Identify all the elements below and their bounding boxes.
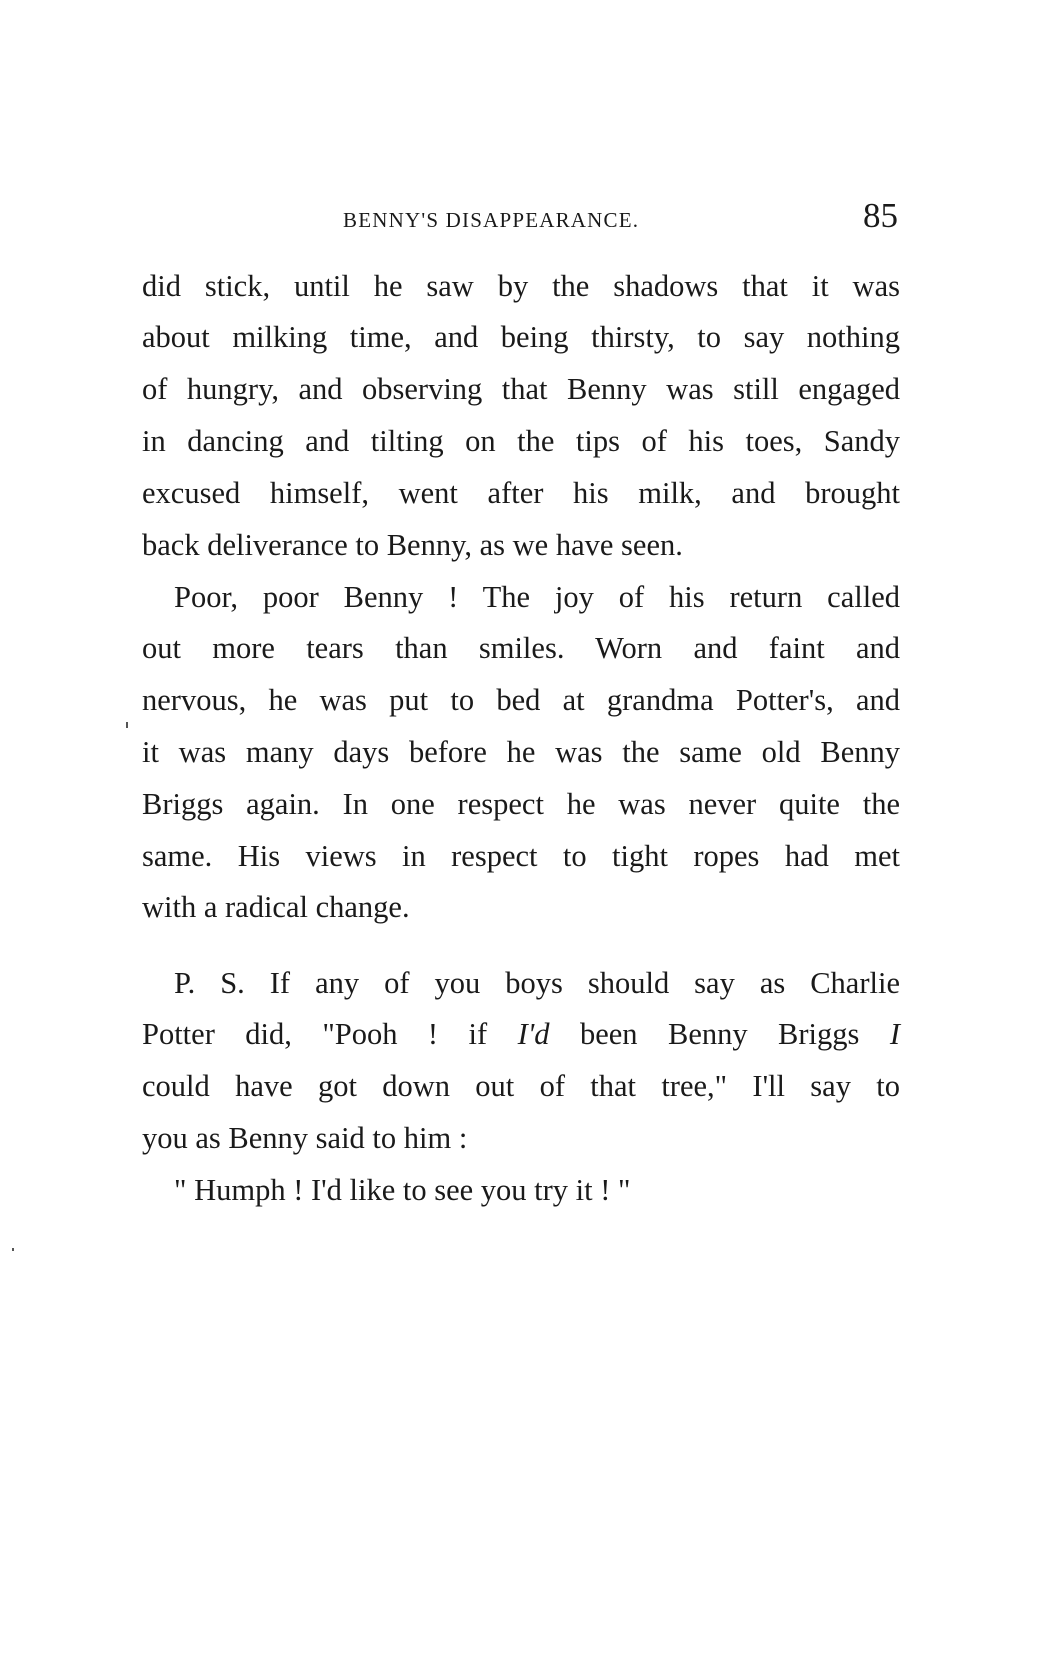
text-line: out more tears than smiles. Worn and faint and xyxy=(142,631,900,665)
text-line: back deliverance to Benny, as we have seen. xyxy=(142,528,683,562)
text-run: Potter did, "Pooh ! if xyxy=(142,1017,518,1051)
italic-text: I'd xyxy=(517,1017,550,1051)
text-line xyxy=(142,1014,900,1054)
text-line: could have got down out of that tree," I'll say to xyxy=(142,1069,900,1103)
text-run: been Benny Briggs xyxy=(549,1017,890,1051)
page-number: 85 xyxy=(863,196,898,235)
text-line: same. His views in respect to tight ropes had met xyxy=(142,839,900,873)
text-line: it was many days before he was the same old Benny xyxy=(142,735,900,769)
text-line: Briggs again. In one respect he was never quite the xyxy=(142,787,900,821)
text-line: Poor, poor Benny ! The joy of his return called xyxy=(174,580,900,614)
text-line: excused himself, went after his milk, and brought xyxy=(142,476,900,510)
text-line: you as Benny said to him : xyxy=(142,1121,468,1155)
text-line: of hungry, and observing that Benny was still engaged xyxy=(142,372,900,406)
text-line: " Humph ! I'd like to see you try it ! " xyxy=(174,1173,631,1207)
text-line: did stick, until he saw by the shadows that it was xyxy=(142,269,900,303)
text-line: nervous, he was put to bed at grandma Potter's, and xyxy=(142,683,900,717)
scan-speck xyxy=(12,1248,14,1251)
running-head xyxy=(0,196,1056,246)
text-line: about milking time, and being thirsty, to say nothing xyxy=(142,320,900,354)
text-line: P. S. If any of you boys should say as Charlie xyxy=(174,966,900,1000)
italic-text: I xyxy=(889,1017,900,1051)
text-line: with a radical change. xyxy=(142,890,410,924)
scan-speck xyxy=(126,722,128,728)
running-title: BENNY'S DISAPPEARANCE. xyxy=(343,208,640,232)
text-line: in dancing and tilting on the tips of his toes, Sandy xyxy=(142,424,900,458)
